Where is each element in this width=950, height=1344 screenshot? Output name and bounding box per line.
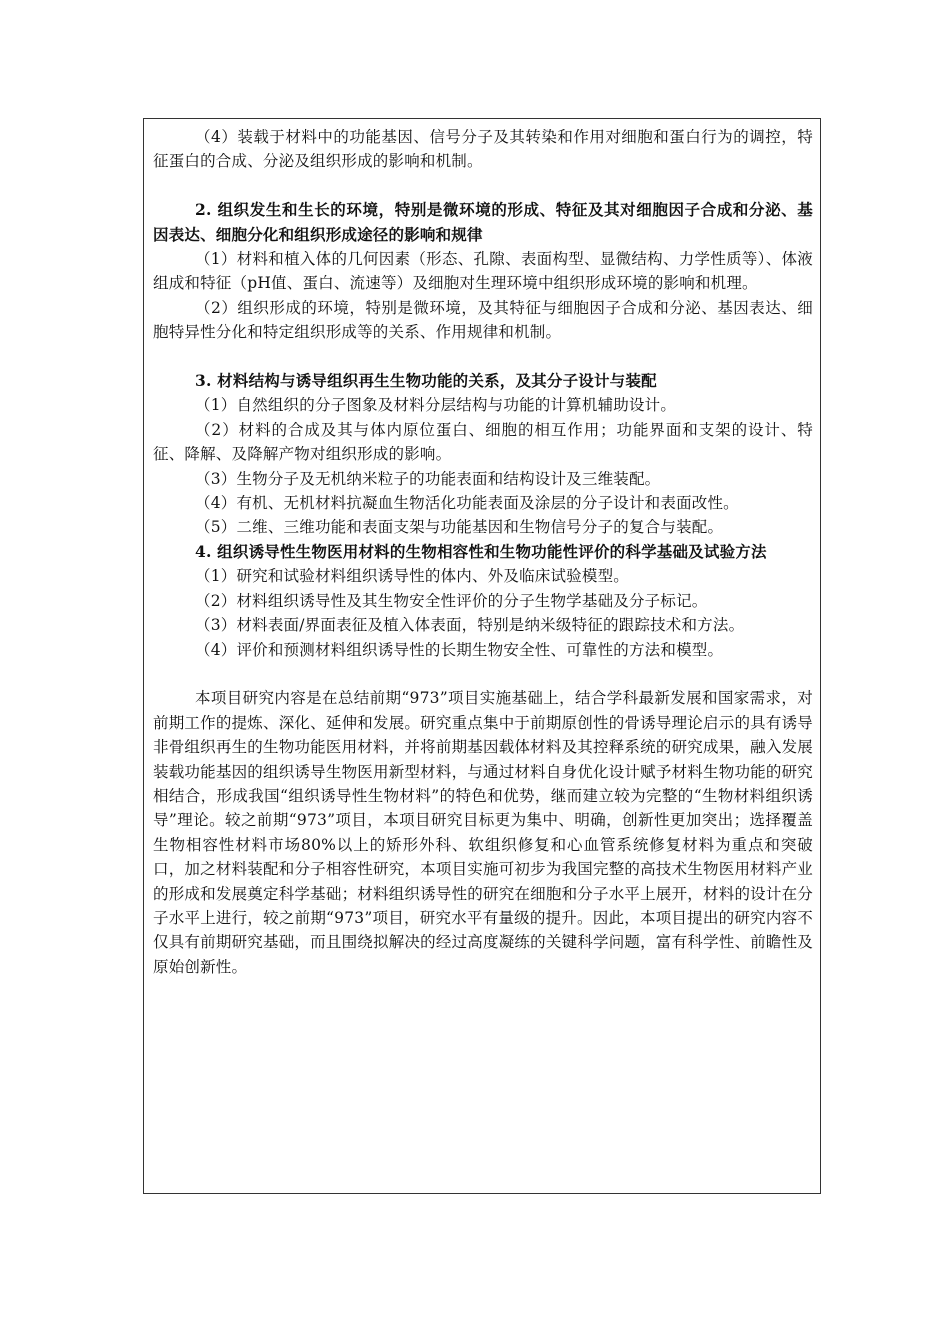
summary-paragraph: 本项目研究内容是在总结前期“973”项目实施基础上，结合学科最新发展和国家需求，对前期工作的提炼、深化、延伸和发展。研究重点集中于前期原创性的骨诱导理论启示的具有诱导非骨组织再生的生物功能医用材料，并将前期基因载体材料及其控释系统的研究成果，融入发展装载功能基因的组织诱导生物医用新型材料，与通过材料自身优化设计赋予材料生物功能的研究相结合，形成我国“组织诱导性生物材料”的特色和优势，继而建立较为完整的“生物材料组织诱导”理论。较之前期“973”项目，本项目研究目标更为集中、明确，创新性更加突出；选择覆盖生物相容性材料市场80%以上的矫形外科、软组织修复和心血管系统修复材料为重点和突破口，加之材料装配和分子相容性研究，本项目实施可初步为我国完整的高技术生物医用材料产业的形成和发展奠定科学基础；材料组织诱导性的研究在细胞和分子水平上展开，材料的设计在分子水平上进行，较之前期“973”项目，研究水平有量级的提升。因此，本项目提出的研究内容不仅具有前期研究基础，而且围绕拟解决的经过高度凝练的关键科学问题，富有科学性、前瞻性及原始创新性。 <box>153 689 813 976</box>
s2-item-2: （2）组织形成的环境，特别是微环境，及其特征与细胞因子合成和分泌、基因表达、细胞特异性分化和特定组织形成等的关系、作用规律和机制。 <box>153 298 813 342</box>
document-body <box>153 125 813 979</box>
spacer <box>153 662 813 686</box>
s4-heading: 4. 组织诱导性生物医用材料的生物相容性和生物功能性评价的科学基础及试验方法 <box>195 541 767 561</box>
s4-item-3: （3）材料表面/界面表征及植入体表面，特别是纳米级特征的跟踪技术和方法。 <box>195 616 745 635</box>
s2-item-1: （1）材料和植入体的几何因素（形态、孔隙、表面构型、显微结构、力学性质等）、体液组成和特征（pH值、蛋白、流速等）及细胞对生理环境中组织形成环境的影响和机理。 <box>153 250 813 293</box>
s3-item-3: （3）生物分子及无机纳米粒子的功能表面和结构设计及三维装配。 <box>195 469 661 488</box>
s4-item-2: （2）材料组织诱导性及其生物安全性评价的分子生物学基础及分子标记。 <box>195 591 708 610</box>
s2-heading: 2. 组织发生和生长的环境，特别是微环境的形成、特征及其对细胞因子合成和分泌、基因表达、细胞分化和组织形成途径的影响和规律 <box>153 200 813 244</box>
s4-item-4: （4）评价和预测材料组织诱导性的长期生物安全性、可靠性的方法和模型。 <box>195 640 724 659</box>
s3-item-2: （2）材料的合成及其与体内原位蛋白、细胞的相互作用；功能界面和支架的设计、特征、降解、及降解产物对组织形成的影响。 <box>153 420 813 464</box>
s3-item-4: （4）有机、无机材料抗凝血生物活化功能表面及涂层的分子设计和表面改性。 <box>195 494 739 513</box>
spacer <box>153 174 813 198</box>
spacer <box>153 345 813 369</box>
s3-item-1: （1）自然组织的分子图象及材料分层结构与功能的计算机辅助设计。 <box>195 396 677 415</box>
s3-item-5: （5）二维、三维功能和表面支架与功能基因和生物信号分子的复合与装配。 <box>195 518 724 537</box>
s4-item-1: （1）研究和试验材料组织诱导性的体内、外及临床试验模型。 <box>195 567 629 586</box>
s3-heading: 3. 材料结构与诱导组织再生生物功能的关系，及其分子设计与装配 <box>195 371 657 391</box>
s1-item-4: （4）装载于材料中的功能基因、信号分子及其转染和作用对细胞和蛋白行为的调控，特征蛋白的合成、分泌及组织形成的影响和机制。 <box>153 128 813 171</box>
